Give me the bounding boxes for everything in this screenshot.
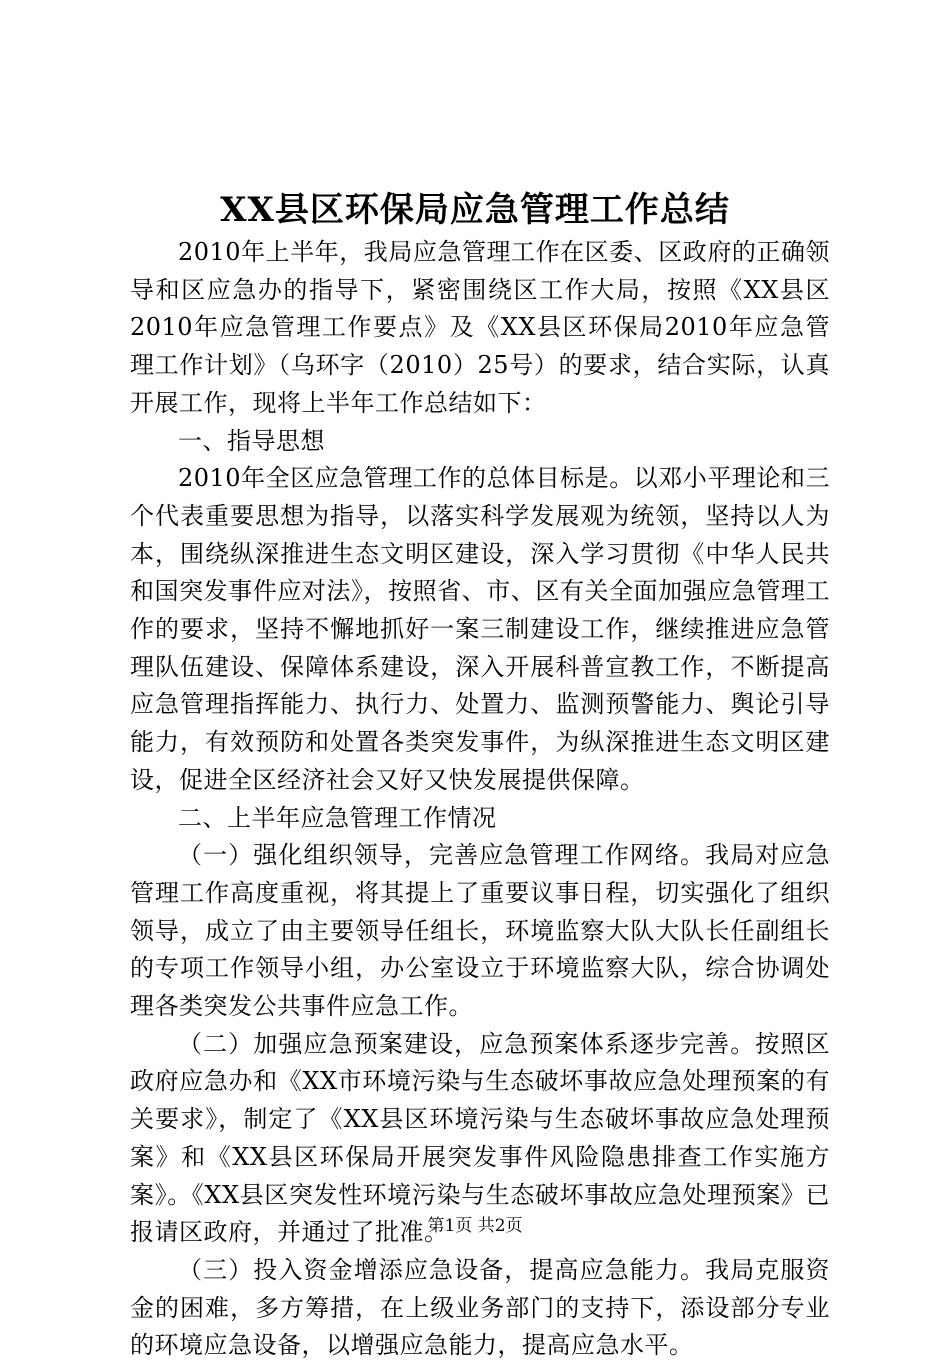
section-heading-guiding-ideology: 一、指导思想 [178, 426, 325, 455]
work-item-3-paragraph: （三）投入资金增添应急设备，提高应急能力。我局克服资金的困难，多方筹措，在上级业务部门的支持下，添设部分专业的环境应急设备，以增强应急能力，提高应急水平。 [130, 1255, 830, 1360]
section-heading-work-status: 二、上半年应急管理工作情况 [178, 803, 497, 832]
document-body [130, 234, 830, 1365]
document-title: XX县区环保局应急管理工作总结 [220, 190, 730, 230]
page-number-footer: 第1页 共2页 [427, 1216, 523, 1236]
intro-paragraph: 2010年上半年，我局应急管理工作在区委、区政府的正确领导和区应急办的指导下，紧密围绕区工作大局，按照《XX县区2010年应急管理工作要点》及《XX县区环保局2010年应急管理工作计划》（乌环字（2010）25号）的要求，结合实际，认真开展工作，现将上半年工作总结如下： [130, 238, 830, 417]
work-item-2-paragraph: （二）加强应急预案建设，应急预案体系逐步完善。按照区政府应急办和《XX市环境污染与生态破坏事故应急处理预案的有关要求》，制定了《XX县区环境污染与生态破坏事故应急处理预案》和《XX县区环保局开展突发事件风险隐患排查工作实施方案》。《XX县区突发性环境污染与生态破坏事故应急处理预案》已报请区政府，并通过了批准。 [130, 1029, 830, 1247]
work-item-1-paragraph: （一）强化组织领导，完善应急管理工作网络。我局对应急管理工作高度重视，将其提上了重要议事日程，切实强化了组织领导，成立了由主要领导任组长，环境监察大队大队长任副组长的专项工作领导小组，办公室设立于环境监察大队，综合协调处理各类突发公共事件应急工作。 [130, 841, 830, 1021]
guiding-ideology-paragraph: 2010年全区应急管理工作的总体目标是。以邓小平理论和三个代表重要思想为指导，以落实科学发展观为统领，坚持以人为本，围绕纵深推进生态文明区建设，深入学习贯彻《中华人民共和国突发事件应对法》，按照省、市、区有关全面加强应急管理工作的要求，坚持不懈地抓好一案三制建设工作，继续推进应急管理队伍建设、保障体系建设，深入开展科普宣教工作，不断提高应急管理指挥能力、执行力、处置力、监测预警能力、舆论引导能力，有效预防和处置各类突发事件，为纵深推进生态文明区建设，促进全区经济社会又好又快发展提供保障。 [130, 464, 830, 794]
